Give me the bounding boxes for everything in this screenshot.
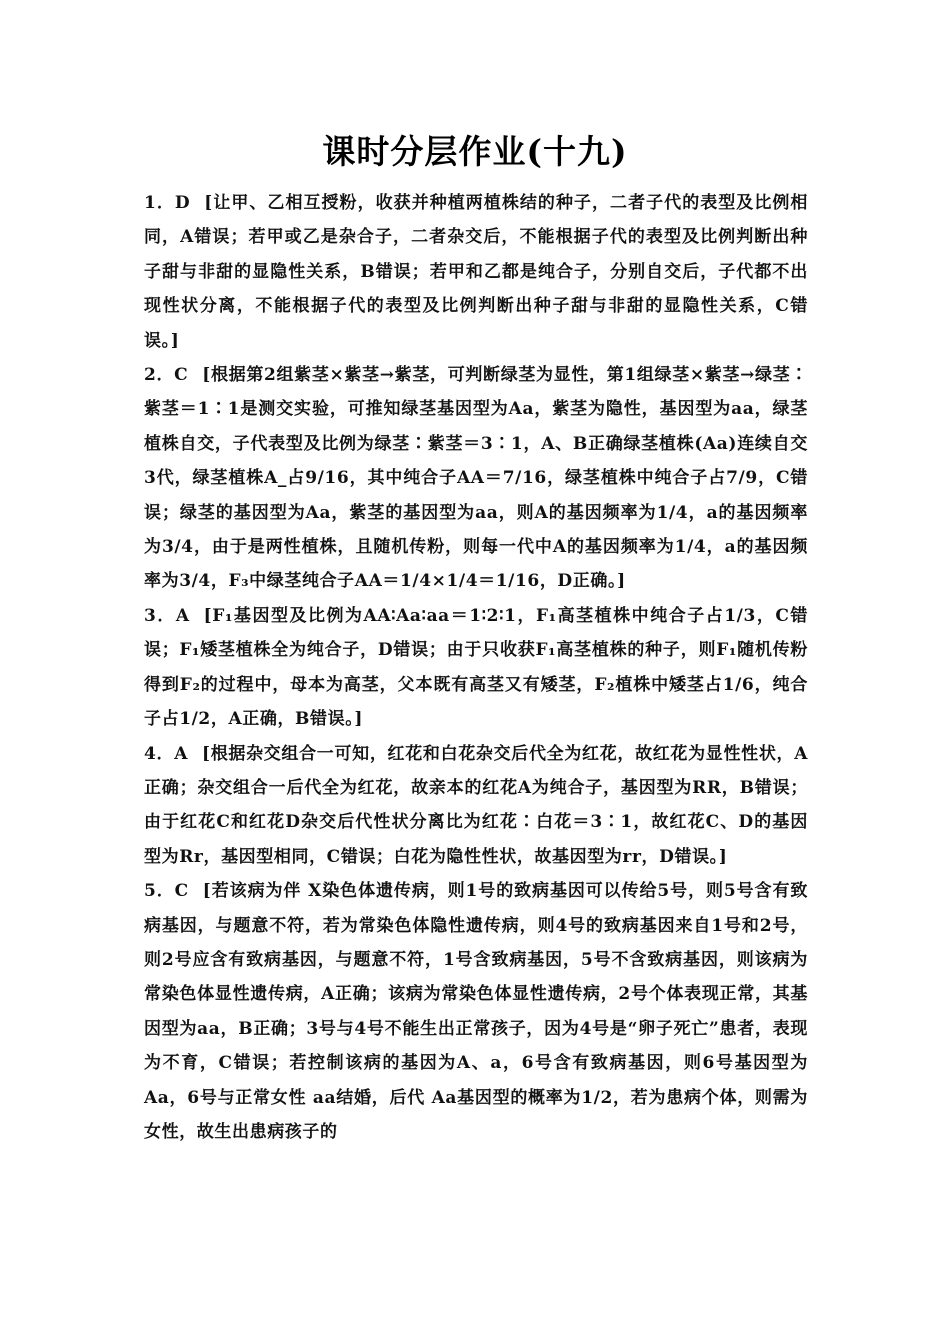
answer-explanation: [根据第2组紫茎×紫茎→紫茎，可判断绿茎为显性，第1组绿茎×紫茎→绿茎∶紫茎＝1∶1是测交实验，可推知绿茎基因型为Aa，紫茎为隐性，基因型为aa，绿茎植株自交，子代表型及比例为绿茎∶紫茎＝3∶1，A、B正确绿茎植株(Aa)连续自交3代，绿茎植株A_占9/16，其中纯合子AA＝7/16，绿茎植株中纯合子占7/9，C错误；绿茎的基因型为Aa，紫茎的基因型为aa，则A的基因频率为1/4，a的基因频率为3/4，由于是两性植株，且随机传粉，则每一代中A的基因频率为1/4，a的基因频率为3/4，F₃中绿茎纯合子AA＝1/4×1/4＝1/16，D正确。] (144, 365, 808, 592)
answer-item-1 (144, 186, 808, 358)
page-title: 课时分层作业(十九) (322, 132, 628, 171)
answer-number: 3．A (144, 605, 190, 626)
answer-list (144, 186, 808, 1149)
answer-item-5 (144, 874, 808, 1149)
answer-item-3 (144, 599, 808, 737)
answer-explanation: [若该病为伴 X染色体遗传病，则1号的致病基因可以传给5号，则5号含有致病基因，与题意不符，若为常染色体隐性遗传病，则4号的致病基因来自1号和2号，则2号应含有致病基因，与题意不符，1号含致病基因，5号不含致病基因，则该病为常染色体显性遗传病，A正确；该病为常染色体显性遗传病，2号个体表现正常，其基因型为aa，B正确；3号与4号不能生出正常孩子，因为4号是“卵子死亡”患者，表现为不育，C错误；若控制该病的基因为A、a，6号含有致病基因，则6号基因型为 Aa，6号与正常女性 aa结婚，后代 Aa基因型的概率为1/2，若为患病个体，则需为女性，故生出患病孩子的 (144, 881, 808, 1142)
answer-item-4 (144, 737, 808, 875)
answer-explanation: [根据杂交组合一可知，红花和白花杂交后代全为红花，故红花为显性性状，A正确；杂交组合一后代全为红花，故亲本的红花A为纯合子，基因型为RR，B错误；由于红花C和红花D杂交后代性状分离比为红花∶白花＝3∶1，故红花C、D的基因型为Rr，基因型相同，C错误；白花为隐性性状，故基因型为rr，D错误。] (144, 743, 808, 867)
answer-number: 5．C (144, 881, 189, 902)
answer-number: 1．D (144, 193, 191, 213)
answer-explanation: [让甲、乙相互授粉，收获并种植两植株结的种子，二者子代的表型及比例相同，A错误；若甲或乙是杂合子，二者杂交后，不能根据子代的表型及比例判断出种子甜与非甜的显隐性关系，B错误；若甲和乙都是纯合子，分别自交后，子代都不出现性状分离，不能根据子代的表型及比例判断出种子甜与非甜的显隐性关系，C错误。] (144, 193, 808, 351)
answer-item-2 (144, 358, 808, 599)
answer-number: 4．A (144, 743, 188, 764)
answer-number: 2．C (144, 365, 189, 386)
answer-explanation: [F₁基因型及比例为AA∶Aa∶aa＝1∶2∶1，F₁高茎植株中纯合子占1/3，C错误；F₁矮茎植株全为纯合子，D错误；由于只收获F₁高茎植株的种子，则F₁随机传粉得到F₂的过程中，母本为高茎，父本既有高茎又有矮茎，F₂植株中矮茎占1/6，纯合子占1/2，A正确，B错误。] (144, 605, 808, 730)
